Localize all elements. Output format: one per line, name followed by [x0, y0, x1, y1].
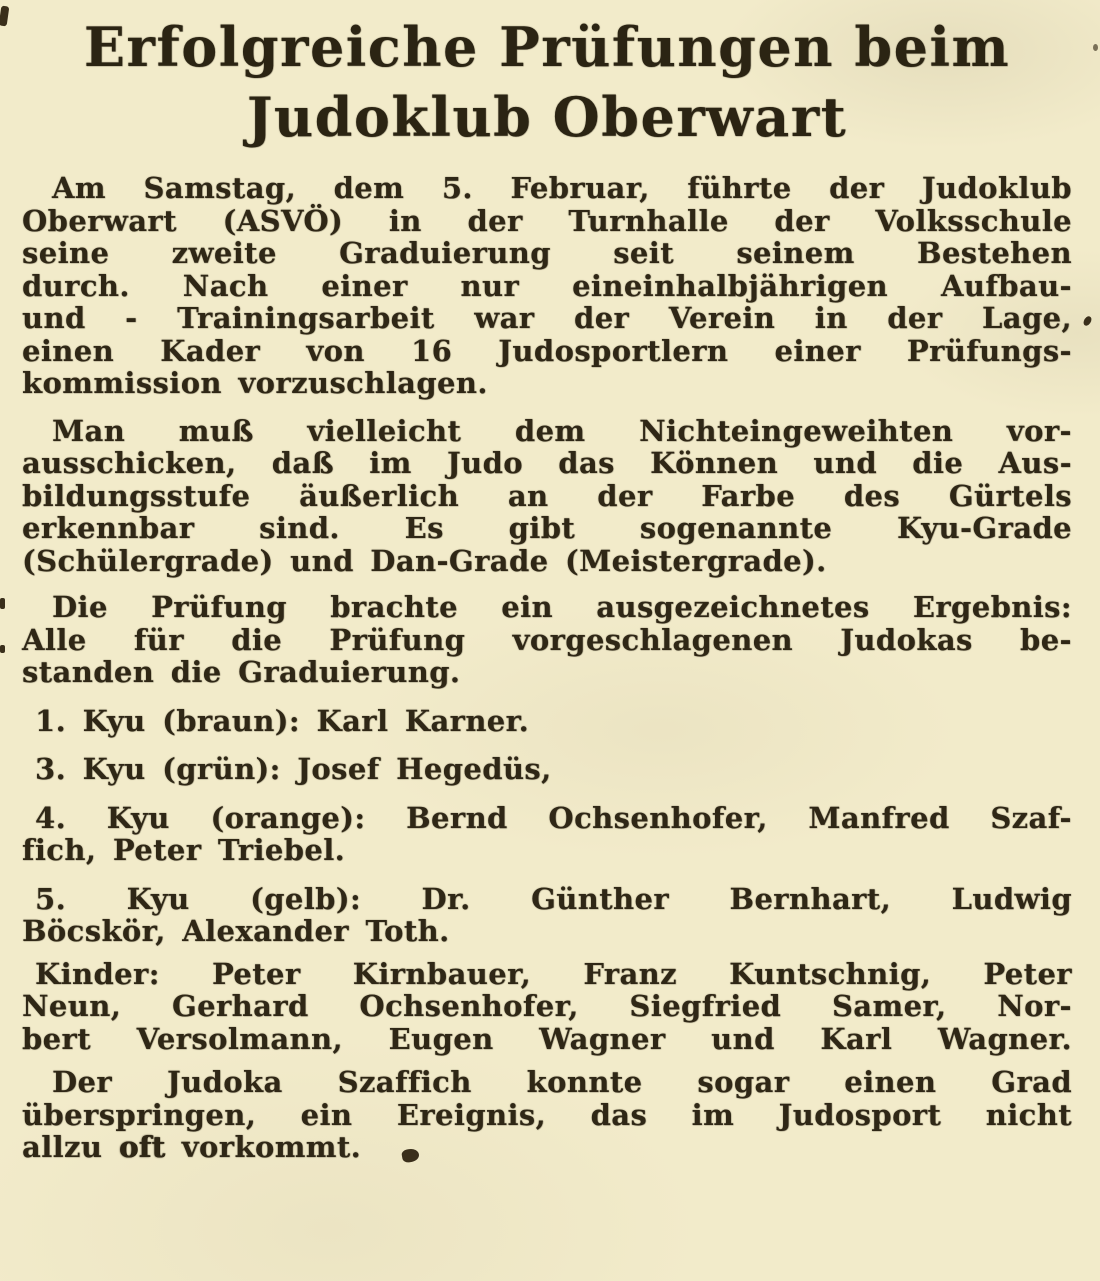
headline-line-2: Judoklub Oberwart	[246, 85, 848, 149]
text-line: Alle für die Prüfung vorgeschlagenen Judokas be-	[22, 622, 1072, 657]
text-line: fich, Peter Triebel.	[22, 833, 346, 867]
text-line: einen Kader von 16 Judosportlern einer Prüfungs-	[22, 333, 1072, 368]
text-line: 5. Kyu (gelb): Dr. Günther Bernhart, Ludwig	[35, 881, 1072, 916]
text-line: bert Versolmann, Eugen Wagner und Karl Wagner.	[22, 1021, 1072, 1056]
text-line: erkennbar sind. Es gibt sogenannte Kyu-Grade	[22, 511, 1072, 545]
text-line: 4. Kyu (orange): Bernd Ochsenhofer, Manfred Szaf-	[35, 800, 1072, 835]
paragraph-closing	[22, 1066, 1072, 1164]
text-line: Am Samstag, dem 5. Februar, führte der Judoklub	[52, 171, 1072, 205]
text-line: 3. Kyu (grün): Josef Hegedüs,	[35, 752, 552, 786]
closing-text-post: vorkommt.	[165, 1130, 362, 1164]
article	[0, 12, 1100, 1164]
text-line: ausschicken, daß im Judo das Können und die Aus-	[22, 446, 1072, 480]
text-line: durch. Nach einer nur eineinhalbjährigen Aufbau-	[22, 268, 1072, 303]
text-line: kommission vorzuschlagen.	[22, 366, 488, 400]
paragraph-result	[22, 591, 1072, 689]
ink-speck	[0, 598, 5, 609]
text-line: Böcskör, Alexander Toth.	[22, 914, 450, 948]
article-headline	[22, 12, 1072, 152]
grade-item-kyu5	[22, 883, 1072, 948]
text-line: Der Judoka Szaffich konnte sogar einen Grad	[52, 1065, 1072, 1099]
text-line: Die Prüfung brachte ein ausgezeichnetes Ergebnis:	[52, 590, 1072, 624]
paragraph-explanation	[22, 415, 1072, 578]
text-line: (Schülergrade) und Dan-Grade (Meistergrade).	[22, 543, 827, 578]
ink-speck	[1093, 44, 1098, 51]
grade-item-kyu1	[22, 705, 1072, 738]
ink-speck	[0, 645, 5, 653]
closing-bold-word: oft	[118, 1130, 166, 1164]
headline-line-1: Erfolgreiche Prüfungen beim	[83, 15, 1011, 79]
text-line: Kinder: Peter Kirnbauer, Franz Kuntschnig, Peter	[35, 956, 1072, 991]
text-line: Man muß vielleicht dem Nichteingeweihten vor-	[52, 413, 1072, 448]
text-line: seine zweite Graduierung seit seinem Bestehen	[22, 236, 1072, 270]
text-line: Neun, Gerhard Ochsenhofer, Siegfried Samer, Nor-	[22, 989, 1072, 1023]
text-line: 1. Kyu (braun): Karl Karner.	[35, 703, 530, 738]
paragraph-kinder	[22, 958, 1072, 1056]
grade-item-kyu4	[22, 802, 1072, 867]
text-line: und - Trainingsarbeit war der Verein in der Lage,	[22, 301, 1072, 335]
closing-text-pre: allzu	[22, 1130, 119, 1164]
text-line: überspringen, ein Ereignis, das im Judosport nicht	[22, 1097, 1072, 1132]
text-line: Oberwart (ASVÖ) in der Turnhalle der Volksschule	[22, 203, 1072, 238]
grade-item-kyu3	[22, 753, 1072, 786]
paragraph-intro	[22, 172, 1072, 400]
text-line: standen die Graduierung.	[22, 655, 461, 689]
text-line: bildungsstufe äußerlich an der Farbe des Gürtels	[22, 478, 1072, 513]
text-line	[22, 1131, 1072, 1164]
